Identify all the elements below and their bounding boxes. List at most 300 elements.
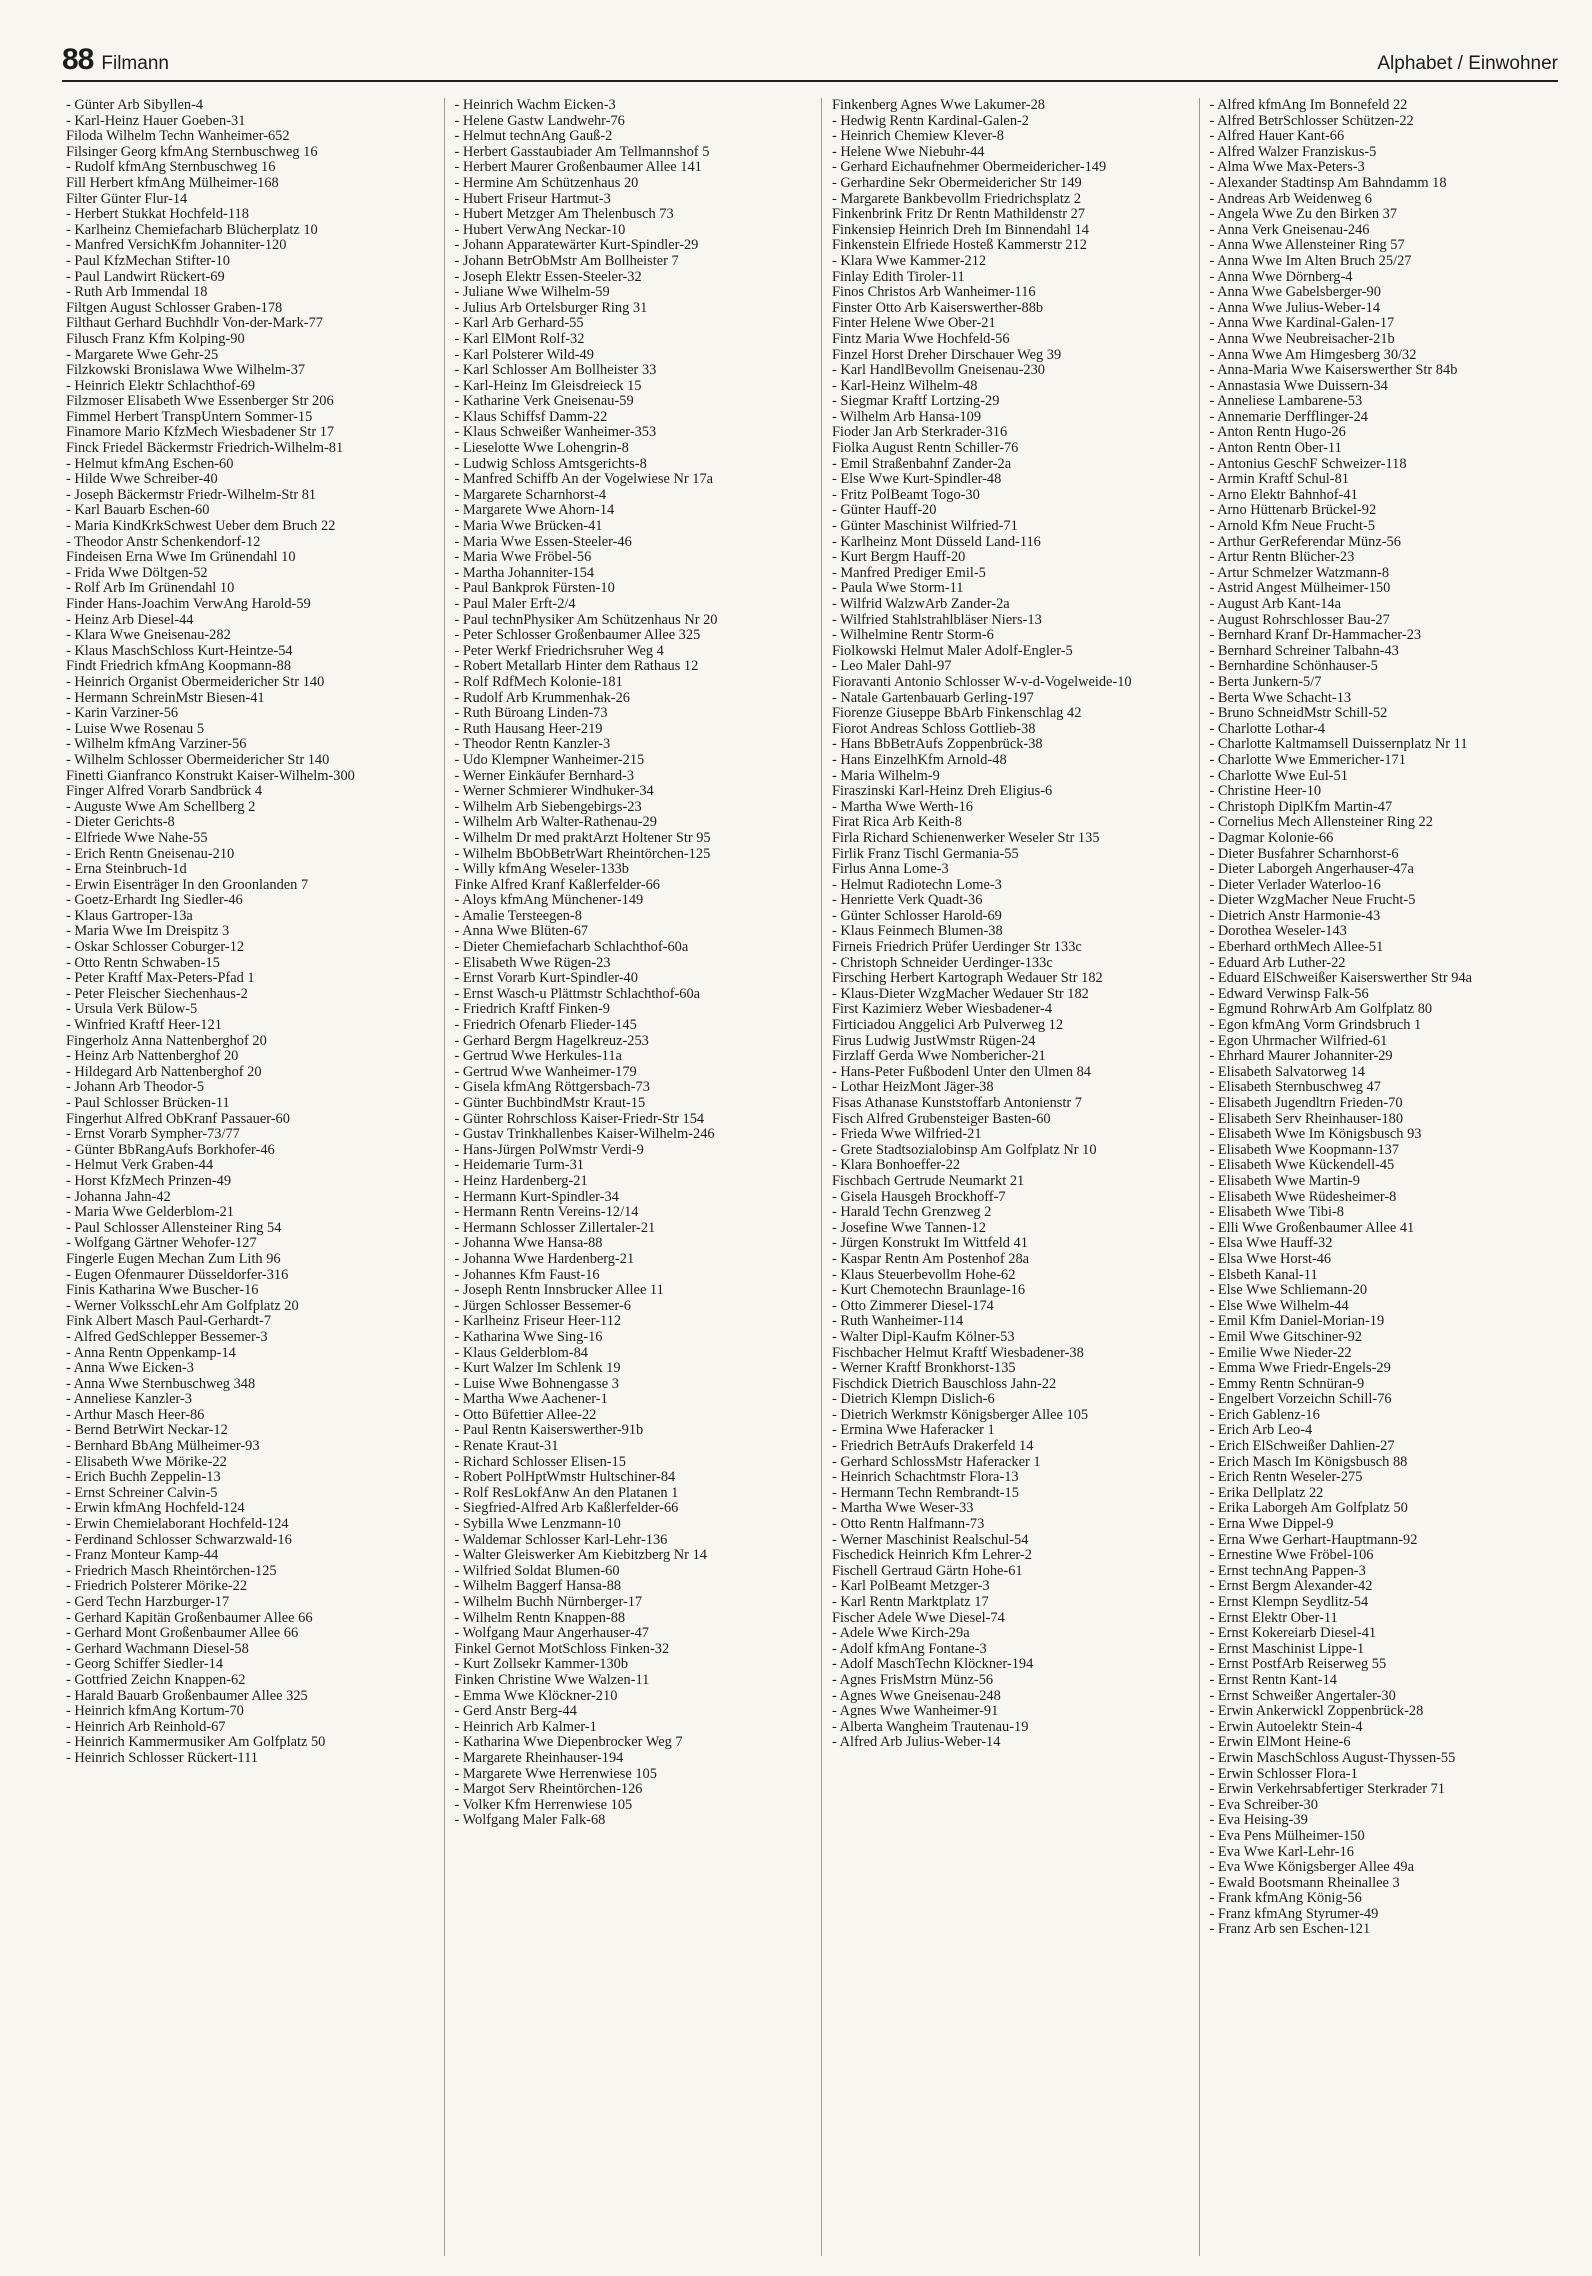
directory-entry: Finger Alfred Vorarb Sandbrück 4 (66, 783, 263, 800)
directory-entry: - Gerhard Eichaufnehmer Obermeidericher-149 (832, 159, 1107, 176)
directory-entry: - Ludwig Schloss Amtsgerichts-8 (454, 455, 647, 472)
directory-entry: Filzmoser Elisabeth Wwe Essenberger Str 206 (66, 393, 334, 410)
directory-entry: - Aloys kfmAng Münchener-149 (454, 892, 644, 909)
directory-entry: - Gerhard Bergm Hagelkreuz-253 (454, 1032, 649, 1049)
directory-entry: - Fritz PolBeamt Togo-30 (832, 486, 980, 503)
directory-entry: - Erika Dellplatz 22 (1209, 1484, 1324, 1501)
directory-entry: - Klaus Gartroper-13a (66, 907, 193, 924)
directory-entry: - Erwin ElMont Heine-6 (1209, 1734, 1351, 1751)
directory-entry: - Friedrich Ofenarb Flieder-145 (454, 1017, 637, 1034)
directory-entry: - Bernhard Kranf Dr-Hammacher-23 (1209, 627, 1422, 644)
directory-entry: - Klaus Schweißer Wanheimer-353 (454, 424, 657, 441)
directory-entry: - Wolfgang Gärtner Wehofer-127 (66, 1235, 257, 1252)
directory-entry: - Agnes Wwe Wanheimer-91 (832, 1703, 999, 1720)
directory-entry: - Erich Masch Im Königsbusch 88 (1209, 1453, 1408, 1470)
directory-entry: - Heinrich Schachtmstr Flora-13 (832, 1469, 1019, 1486)
directory-entry: - Johannes Kfm Faust-16 (454, 1266, 600, 1283)
directory-entry: - Annemarie Derfflinger-24 (1209, 408, 1368, 425)
directory-entry: - Johanna Jahn-42 (66, 1188, 171, 1205)
directory-entry: Findt Friedrich kfmAng Koopmann-88 (66, 658, 292, 675)
directory-entry: - Wilhelm Arb Walter-Rathenau-29 (454, 814, 657, 831)
directory-entry: - Alfred Hauer Kant-66 (1209, 128, 1345, 145)
directory-entry: - Kurt Chemotechn Braunlage-16 (832, 1282, 1026, 1299)
directory-entry: - Peter Werkf Friedrichsruher Weg 4 (454, 642, 664, 659)
directory-entry: - Luise Wwe Rosenau 5 (66, 720, 205, 737)
directory-entry: Fischbach Gertrude Neumarkt 21 (832, 1172, 1025, 1189)
directory-entry: - Dieter WzgMacher Neue Frucht-5 (1209, 892, 1416, 909)
directory-entry: Finke Alfred Kranf Kaßlerfelder-66 (454, 876, 660, 893)
directory-entry: - Maria Wwe Essen-Steeler-46 (454, 533, 632, 550)
directory-entry: - Werner Schmierer Windhuker-34 (454, 783, 654, 800)
directory-entry: - Elisabeth Wwe Mörike-22 (66, 1453, 227, 1470)
directory-entry: - Katharine Verk Gneisenau-59 (454, 393, 634, 410)
directory-entry: - Günter Hauff-20 (832, 502, 937, 519)
directory-entry: - Klaus Feinmech Blumen-38 (832, 923, 1003, 940)
directory-entry: - Peter Schlosser Großenbaumer Allee 325 (454, 627, 701, 644)
directory-entry: - Klara Wwe Kammer-212 (832, 252, 987, 269)
directory-entry: - Heinrich Wachm Eicken-3 (454, 98, 616, 113)
directory-entry: - Ernst Bergm Alexander-42 (1209, 1578, 1373, 1595)
directory-entry: - Luise Wwe Bohnengasse 3 (454, 1375, 619, 1392)
directory-entry: - Erika Laborgeh Am Golfplatz 50 (1209, 1500, 1408, 1517)
directory-entry: - Elisabeth Wwe Rügen-23 (454, 954, 611, 971)
directory-entry: - Udo Klempner Wanheimer-215 (454, 751, 645, 768)
directory-entry: - Wilhelm kfmAng Varziner-56 (66, 736, 247, 753)
directory-entry: Firzlaff Gerda Wwe Nombericher-21 (832, 1048, 1046, 1065)
directory-entry: Finos Christos Arb Wanheimer-116 (832, 284, 1036, 301)
directory-entry: - Elisabeth Serv Rheinhauser-180 (1209, 1110, 1404, 1127)
directory-entry: - Alfred GedSchlepper Bessemer-3 (66, 1328, 268, 1345)
directory-entry: - Erna Steinbruch-1d (66, 861, 187, 878)
directory-entry: - Herbert Maurer Großenbaumer Allee 141 (454, 159, 702, 176)
directory-entry: - Werner Kraftf Bronkhorst-135 (832, 1360, 1016, 1377)
directory-entry: - Charlotte Kaltmamsell Duissernplatz Nr 11 (1209, 736, 1468, 753)
directory-entry: - Wilhelmine Rentr Storm-6 (832, 627, 994, 644)
directory-entry: - Erich Buchh Zeppelin-13 (66, 1469, 221, 1486)
directory-entry: - Günter Rohrschloss Kaiser-Friedr-Str 154 (454, 1110, 705, 1127)
directory-entry: - Walter Dipl-Kaufm Kölner-53 (832, 1328, 1015, 1345)
directory-entry: - Elisabeth Wwe Im Königsbusch 93 (1209, 1126, 1422, 1143)
directory-entry: - Renate Kraut-31 (454, 1438, 559, 1455)
directory-entry: - Kurt Bergm Hauff-20 (832, 549, 966, 566)
directory-entry: Finkel Gernot MotSchloss Finken-32 (454, 1640, 670, 1657)
directory-entry: - Kaspar Rentn Am Postenhof 28a (832, 1250, 1030, 1267)
directory-entry: - Georg Schiffer Siedler-14 (66, 1656, 224, 1673)
directory-entry: - Adele Wwe Kirch-29a (832, 1625, 970, 1642)
directory-entry: - Dietrich Klempn Dislich-6 (832, 1391, 995, 1408)
directory-entry: Fischell Gertraud Gärtn Hohe-61 (832, 1562, 1023, 1579)
directory-entry: - Margot Serv Rheintörchen-126 (454, 1781, 643, 1798)
directory-entry: - Gerhardine Sekr Obermeidericher Str 149 (832, 174, 1082, 191)
directory-entry: - Klaus MaschSchloss Kurt-Heintze-54 (66, 642, 293, 659)
directory-entry: - Erich Arb Leo-4 (1209, 1422, 1313, 1439)
directory-entry: - Anna Wwe Allensteiner Ring 57 (1209, 237, 1405, 254)
running-head: Filmann (101, 53, 169, 74)
directory-entry: - Joseph Rentn Innsbrucker Allee 11 (454, 1282, 664, 1299)
directory-entry: - Hermann Schlosser Zillertaler-21 (454, 1219, 656, 1236)
directory-entry: - Peter Fleischer Siechenhaus-2 (66, 985, 248, 1002)
directory-entry: - Erna Wwe Gerhart-Hauptmann-92 (1209, 1531, 1418, 1548)
directory-entry: - Auguste Wwe Am Schellberg 2 (66, 798, 256, 815)
directory-entry: - Günter Arb Sibyllen-4 (66, 98, 204, 113)
directory-entry: - Anna Wwe Blüten-67 (454, 923, 589, 940)
directory-entry: - Amalie Tersteegen-8 (454, 907, 582, 924)
directory-entry: - Emmy Rentn Schnüran-9 (1209, 1375, 1365, 1392)
directory-entry: - Anna Wwe Julius-Weber-14 (1209, 299, 1381, 316)
directory-entry: - Annastasia Wwe Duissern-34 (1209, 377, 1388, 394)
directory-entry: - Horst KfzMech Prinzen-49 (66, 1172, 232, 1189)
directory-entry: - Anna Wwe Gabelsberger-90 (1209, 284, 1381, 301)
directory-entry: - August Rohrschlosser Bau-27 (1209, 611, 1390, 628)
directory-entry: - Gottfried Zeichn Knappen-62 (66, 1671, 246, 1688)
directory-entry: - Gustav Trinkhallenbes Kaiser-Wilhelm-246 (454, 1126, 715, 1143)
directory-entry: - Anneliese Kanzler-3 (66, 1391, 192, 1408)
directory-entry: - Else Wwe Wilhelm-44 (1209, 1297, 1349, 1314)
directory-entry: - Karl-Heinz Hauer Goeben-31 (66, 112, 246, 129)
directory-entry: - Richard Schlosser Elisen-15 (454, 1453, 626, 1470)
directory-entry: - Paul Landwirt Rückert-69 (66, 268, 225, 285)
directory-entry: Finamore Mario KfzMech Wiesbadener Str 17 (66, 424, 335, 441)
directory-entry: - Karl HandlBevollm Gneisenau-230 (832, 362, 1046, 379)
directory-entry: Filter Günter Flur-14 (66, 190, 188, 207)
directory-entry: - Heinrich Kammermusiker Am Golfplatz 50 (66, 1734, 326, 1751)
directory-entry: - Dagmar Kolonie-66 (1209, 829, 1334, 846)
directory-entry: - Grete Stadtsozialobinsp Am Golfplatz Nr 10 (832, 1141, 1097, 1158)
directory-entry: - Jürgen Schlosser Bessemer-6 (454, 1297, 631, 1314)
directory-entry: Filoda Wilhelm Techn Wanheimer-652 (66, 128, 290, 145)
directory-entry: - Alfred kfmAng Im Bonnefeld 22 (1209, 98, 1408, 113)
directory-entry: - Paul Maler Erft-2/4 (454, 596, 576, 612)
directory-entry: - Otto Zimmerer Diesel-174 (832, 1297, 994, 1314)
directory-entry: - Hubert VerwAng Neckar-10 (454, 221, 626, 238)
directory-entry: Fill Herbert kfmAng Mülheimer-168 (66, 174, 279, 191)
directory-entry: - Emil Wwe Gitschiner-92 (1209, 1328, 1363, 1345)
directory-entry: - Charlotte Wwe Eul-51 (1209, 767, 1348, 784)
directory-entry: First Kazimierz Weber Wiesbadener-4 (832, 1001, 1053, 1018)
directory-entry: - Karlheinz Friseur Heer-112 (454, 1313, 622, 1330)
directory-entry: - Heinrich Arb Kalmer-1 (454, 1718, 597, 1735)
directory-entry: - Günter Schlosser Harold-69 (832, 907, 1002, 924)
directory-entry: - Adolf kfmAng Fontane-3 (832, 1640, 987, 1657)
directory-entry: Finkenbrink Fritz Dr Rentn Mathildenstr 27 (832, 206, 1086, 223)
directory-entry: - Anna Wwe Neubreisacher-21b (1209, 330, 1395, 347)
directory-entry: - Hilde Wwe Schreiber-40 (66, 471, 218, 488)
directory-entry: - Arthur Masch Heer-86 (66, 1406, 205, 1423)
directory-entry: - Herbert Stukkat Hochfeld-118 (66, 206, 249, 223)
directory-entry: - Rolf RdfMech Kolonie-181 (454, 673, 623, 690)
directory-entry: - Christoph DiplKfm Martin-47 (1209, 798, 1393, 815)
directory-entry: - Christine Heer-10 (1209, 783, 1322, 800)
directory-entry: - Heinrich Elektr Schlachthof-69 (66, 377, 256, 394)
directory-entry: - Wilhelm Arb Hansa-109 (832, 408, 982, 425)
directory-entry: - Kurt Walzer Im Schlenk 19 (454, 1360, 621, 1377)
directory-entry: - Eduard Arb Luther-22 (1209, 954, 1346, 971)
directory-entry: Finck Friedel Bäckermstr Friedrich-Wilhelm-81 (66, 440, 344, 457)
directory-entry: - Julius Arb Ortelsburger Ring 31 (454, 299, 648, 316)
directory-entry: - Klara Bonhoeffer-22 (832, 1157, 961, 1174)
directory-entry: - Ursula Verk Bülow-5 (66, 1001, 198, 1018)
directory-entry: - Hans-Jürgen PolWmstr Verdi-9 (454, 1141, 644, 1158)
directory-entry: - Dieter Gerichts-8 (66, 814, 175, 831)
directory-entry: Filtgen August Schlosser Graben-178 (66, 299, 283, 316)
directory-entry: - Charlotte Wwe Emmericher-171 (1209, 751, 1406, 768)
directory-entry: Fisas Athanase Kunststoffarb Antonienstr 7 (832, 1095, 1082, 1111)
directory-entry: Fiorenze Giuseppe BbArb Finkenschlag 42 (832, 705, 1082, 722)
column-3 (821, 98, 1181, 2256)
directory-entry: - Arno Hüttenarb Brückel-92 (1209, 502, 1377, 519)
directory-entry: - Ernst Schreiner Calvin-5 (66, 1484, 218, 1501)
directory-entry: - Friedrich BetrAufs Drakerfeld 14 (832, 1438, 1034, 1455)
directory-entry: - Erwin Ankerwickl Zoppenbrück-28 (1209, 1703, 1424, 1720)
directory-entry: - Wilhelm Schlosser Obermeidericher Str 140 (66, 751, 330, 768)
directory-entry: - Otto Rentn Schwaben-15 (66, 954, 220, 971)
directory-entry: - Heidemarie Turm-31 (454, 1157, 584, 1174)
directory-entry: - Günter BbRangAufs Borkhofer-46 (66, 1141, 275, 1158)
directory-entry: - Günter BuchbindMstr Kraut-15 (454, 1095, 646, 1111)
directory-entry: - Gerhard Kapitän Großenbaumer Allee 66 (66, 1609, 313, 1626)
directory-entry: - Johann Apparatewärter Kurt-Spindler-29 (454, 237, 699, 254)
directory-entry: - Friedrich Masch Rheintörchen-125 (66, 1562, 277, 1579)
directory-entry: - Helmut technAng Gauß-2 (454, 128, 613, 145)
directory-entry: - Karlheinz Chemiefacharb Blücherplatz 10 (66, 221, 318, 238)
directory-entry: - Gerhard Wachmann Diesel-58 (66, 1640, 249, 1657)
directory-entry: - Karl Schlosser Am Bollheister 33 (454, 362, 657, 379)
directory-entry: - Alfred Walzer Franziskus-5 (1209, 143, 1377, 160)
directory-entry: - Margarete Wwe Herrenwiese 105 (454, 1765, 657, 1782)
directory-entry: - Hubert Friseur Hartmut-3 (454, 190, 611, 207)
directory-entry: - Erwin kfmAng Hochfeld-124 (66, 1500, 245, 1517)
directory-entry: Finetti Gianfranco Konstrukt Kaiser-Wilhelm-300 (66, 767, 355, 784)
directory-entry: - Ernst Maschinist Lippe-1 (1209, 1640, 1365, 1657)
directory-entry: - Astrid Angest Mülheimer-150 (1209, 580, 1391, 597)
directory-entry: - Rudolf kfmAng Sternbuschweg 16 (66, 159, 276, 176)
directory-entry: - Charlotte Lothar-4 (1209, 720, 1326, 737)
directory-entry: - Rolf Arb Im Grünendahl 10 (66, 580, 235, 597)
directory-entry: - Hermann SchreinMstr Biesen-41 (66, 689, 265, 706)
directory-entry: - Lothar HeizMont Jäger-38 (832, 1079, 994, 1096)
directory-entry: - Volker Kfm Herrenwiese 105 (454, 1796, 633, 1813)
directory-entry: - Sybilla Wwe Lenzmann-10 (454, 1516, 621, 1533)
directory-entry: - Margarete Wwe Ahorn-14 (454, 502, 615, 519)
directory-entry: - Harald Bauarb Großenbaumer Allee 325 (66, 1687, 308, 1704)
directory-entry: - Artur Schmelzer Watzmann-8 (1209, 564, 1390, 581)
directory-entry: - Helmut Radiotechn Lome-3 (832, 876, 1002, 893)
directory-entry: - Agnes FrisMstrn Münz-56 (832, 1671, 994, 1688)
directory-entry: - Franz Arb sen Eschen-121 (1209, 1921, 1371, 1938)
directory-entry: - Anna-Maria Wwe Kaiserswerther Str 84b (1209, 362, 1458, 379)
directory-entry: - Robert Metallarb Hinter dem Rathaus 12 (454, 658, 699, 675)
directory-entry: - Otto Rentn Halfmann-73 (832, 1516, 985, 1533)
directory-entry: - Elli Wwe Großenbaumer Allee 41 (1209, 1219, 1415, 1236)
directory-entry: - Elsbeth Kanal-11 (1209, 1266, 1318, 1283)
directory-entry: Firneis Friedrich Prüfer Uerdinger Str 133c (832, 939, 1082, 956)
directory-entry: - Wilhelm Dr med praktArzt Holtener Str 95 (454, 829, 711, 846)
directory-entry: - Johann BetrObMstr Am Bollheister 7 (454, 252, 679, 269)
directory-entry: - Eduard ElSchweißer Kaiserswerther Str 94a (1209, 970, 1473, 987)
directory-entry: - Wilfried Stahlstrahlbläser Niers-13 (832, 611, 1042, 628)
column-4 (1199, 98, 1559, 2256)
directory-entry: - Ruth Büroang Linden-73 (454, 705, 608, 722)
directory-entry: Fimmel Herbert TranspUntern Sommer-15 (66, 408, 313, 425)
directory-entry: - Dietrich Werkmstr Königsberger Allee 105 (832, 1406, 1089, 1423)
directory-entry: Fiorot Andreas Schloss Gottlieb-38 (832, 720, 1036, 737)
directory-entry: - Eugen Ofenmaurer Düsseldorfer-316 (66, 1266, 289, 1283)
directory-entry: - Peter Kraftf Max-Peters-Pfad 1 (66, 970, 255, 987)
directory-entry: - Kurt Zollsekr Kammer-130b (454, 1656, 629, 1673)
directory-entry: - Ernst PostfArb Reiserweg 55 (1209, 1656, 1387, 1673)
directory-entry: - Karin Varziner-56 (66, 705, 179, 722)
directory-entry: Finter Helene Wwe Ober-21 (832, 315, 996, 332)
directory-entry: Fioravanti Antonio Schlosser W-v-d-Vogelweide-10 (832, 673, 1132, 690)
directory-entry: - Franz kfmAng Styrumer-49 (1209, 1905, 1379, 1922)
directory-entry: Fischbacher Helmut Kraftf Wiesbadener-38 (832, 1344, 1084, 1361)
directory-entry: - Egon kfmAng Vorm Grindsbruch 1 (1209, 1017, 1422, 1034)
directory-entry: - Klaus Gelderblom-84 (454, 1344, 588, 1361)
directory-entry: - Siegmar Kraftf Lortzing-29 (832, 393, 1000, 410)
directory-entry: - Elsa Wwe Horst-46 (1209, 1250, 1332, 1267)
directory-entry: - Erwin Eisenträger In den Groonlanden 7 (66, 876, 309, 893)
directory-entry: Finlay Edith Tiroler-11 (832, 268, 965, 285)
directory-entry: - Erna Wwe Dippel-9 (1209, 1516, 1334, 1533)
directory-entry: Fischdick Dietrich Bauschloss Jahn-22 (832, 1375, 1057, 1392)
directory-entry: - Ruth Wanheimer-114 (832, 1313, 964, 1330)
directory-entry: - Angela Wwe Zu den Birken 37 (1209, 206, 1398, 223)
directory-entry: - Gertrud Wwe Herkules-11a (454, 1048, 622, 1065)
page-number: 88 (62, 43, 94, 76)
column-1 (66, 98, 426, 2256)
directory-entry: - Anna Wwe Dörnberg-4 (1209, 268, 1353, 285)
directory-entry: - Paula Wwe Storm-11 (832, 580, 964, 597)
directory-entry: Finster Otto Arb Kaiserswerther-88b (832, 299, 1044, 316)
directory-entry: - Maria Wilhelm-9 (832, 767, 940, 784)
directory-entry: - Berta Wwe Schacht-13 (1209, 689, 1352, 706)
directory-entry: - Erwin Chemielaborant Hochfeld-124 (66, 1516, 289, 1533)
directory-entry: - Hans EinzelhKfm Arnold-48 (832, 751, 1007, 768)
directory-entry: - Helene Wwe Niebuhr-44 (832, 143, 985, 160)
directory-entry: - Walter Gleiswerker Am Kiebitzberg Nr 14 (454, 1547, 707, 1564)
directory-entry: - Heinz Arb Diesel-44 (66, 611, 194, 628)
directory-entry: Fiolka August Rentn Schiller-76 (832, 440, 1019, 457)
header-left (62, 43, 169, 80)
directory-entry: - Eva Wwe Königsberger Allee 49a (1209, 1859, 1414, 1876)
directory-entry: - Anneliese Lambarene-53 (1209, 393, 1363, 410)
directory-entry: - Johanna Wwe Hansa-88 (454, 1235, 603, 1252)
directory-entry: - Egmund RohrwArb Am Golfplatz 80 (1209, 1001, 1433, 1018)
directory-entry: - Elisabeth Wwe Tibi-8 (1209, 1204, 1344, 1221)
directory-entry: - Erwin Verkehrsabfertiger Sterkrader 71 (1209, 1781, 1445, 1798)
directory-entry: Finder Hans-Joachim VerwAng Harold-59 (66, 596, 311, 612)
directory-entry: - Friedrich Polsterer Mörike-22 (66, 1578, 248, 1595)
directory-entry: - Hermann Kurt-Spindler-34 (454, 1188, 619, 1205)
directory-entry: - Christoph Schneider Uerdinger-133c (832, 954, 1053, 971)
directory-entry: - Ernst Klempn Seydlitz-54 (1209, 1594, 1369, 1610)
directory-entry: - Anna Rentn Oppenkamp-14 (66, 1344, 236, 1361)
directory-entry: - Hans-Peter Fußbodenl Unter den Ulmen 84 (832, 1063, 1091, 1080)
directory-entry: - Gerd Techn Harzburger-17 (66, 1594, 230, 1610)
directory-entry: - Elisabeth Wwe Martin-9 (1209, 1172, 1360, 1189)
directory-entry: Fintz Maria Wwe Hochfeld-56 (832, 330, 1010, 347)
directory-entry: - Ernst Elektr Ober-11 (1209, 1609, 1338, 1626)
directory-entry: - Paul Rentn Kaiserswerther-91b (454, 1422, 644, 1439)
directory-entry: - Rolf ResLokfAnw An den Platanen 1 (454, 1484, 679, 1501)
directory-entry: - Eva Heising-39 (1209, 1812, 1308, 1829)
directory-entry: Finzel Horst Dreher Dirschauer Weg 39 (832, 346, 1062, 363)
directory-entry: - Ernst Vorarb Sympher-73/77 (66, 1126, 240, 1143)
directory-entry: - Heinz Arb Nattenberghof 20 (66, 1048, 239, 1065)
directory-entry: - Elfriede Wwe Nahe-55 (66, 829, 208, 846)
directory-entry: - Emma Wwe Friedr-Engels-29 (1209, 1360, 1391, 1377)
directory-entry: - Erwin Autoelektr Stein-4 (1209, 1718, 1363, 1735)
directory-entry: - Martha Wwe Weser-33 (832, 1500, 974, 1517)
directory-entry: - Elsa Wwe Hauff-32 (1209, 1235, 1333, 1252)
directory-entry: - Theodor Anstr Schenkendorf-12 (66, 533, 261, 550)
directory-entry: - Heinrich Arb Reinhold-67 (66, 1718, 226, 1735)
directory-entry: - Anna Wwe Eicken-3 (66, 1360, 195, 1377)
directory-entry: - Anna Wwe Kardinal-Galen-17 (1209, 315, 1395, 332)
directory-entry: - Ermina Wwe Haferacker 1 (832, 1422, 995, 1439)
page-header (62, 38, 1558, 82)
directory-entry: - Elisabeth Sternbuschweg 47 (1209, 1079, 1381, 1096)
directory-entry: - Winfried Kraftf Heer-121 (66, 1017, 222, 1034)
directory-entry: - Martha Wwe Aachener-1 (454, 1391, 608, 1408)
directory-entry: - Armin Kraftf Schul-81 (1209, 471, 1349, 488)
directory-entry: - Paul technPhysiker Am Schützenhaus Nr 20 (454, 611, 718, 628)
directory-entry: - Wilhelm Buchh Nürnberger-17 (454, 1594, 643, 1610)
directory-entry: - Ernst technAng Pappen-3 (1209, 1562, 1366, 1579)
directory-entry: - Gerhard Mont Großenbaumer Allee 66 (66, 1625, 299, 1642)
directory-entry: - Martha Wwe Werth-16 (832, 798, 973, 815)
section-title: Alphabet / Einwohner (1377, 53, 1558, 74)
directory-entry: - Maria Wwe Im Dreispitz 3 (66, 923, 230, 940)
directory-entry: - Bernhard Schreiner Talbahn-43 (1209, 642, 1399, 659)
directory-entry: - Karl Arb Gerhard-55 (454, 315, 584, 332)
directory-entry: - Elisabeth Wwe Koopmann-137 (1209, 1141, 1400, 1158)
directory-entry: - Adolf MaschTechn Klöckner-194 (832, 1656, 1034, 1673)
directory-entry: - Arno Elektr Bahnhof-41 (1209, 486, 1358, 503)
directory-entry: - Erich Gablenz-16 (1209, 1406, 1320, 1423)
directory-entry: - Hermine Am Schützenhaus 20 (454, 174, 639, 191)
directory-entry: - Heinrich Organist Obermeidericher Str 140 (66, 673, 325, 690)
directory-entry: - Otto Büfettier Allee-22 (454, 1406, 597, 1423)
directory-entry: - Paul Schlosser Allensteiner Ring 54 (66, 1219, 282, 1236)
directory-entry: - Wilhelm Rentn Knappen-88 (454, 1609, 626, 1626)
directory-entry: - Ruth Hausang Heer-219 (454, 720, 603, 737)
directory-entry: - Emilie Wwe Nieder-22 (1209, 1344, 1352, 1361)
directory-entry: - Goetz-Erhardt Ing Siedler-46 (66, 892, 243, 909)
directory-entry: Firsching Herbert Kartograph Wedauer Str 182 (832, 970, 1103, 987)
directory-entry: - Else Wwe Schliemann-20 (1209, 1282, 1368, 1299)
directory-entry: - Hans BbBetrAufs Zoppenbrück-38 (832, 736, 1043, 753)
directory-entry: - Jürgen Konstrukt Im Wittfeld 41 (832, 1235, 1028, 1252)
directory-entry: - Karl ElMont Rolf-32 (454, 330, 585, 347)
directory-entry: - Elisabeth Salvatorweg 14 (1209, 1063, 1365, 1080)
directory-entry: Finken Christine Wwe Walzen-11 (454, 1671, 650, 1688)
directory-entry: - Hubert Metzger Am Thelenbusch 73 (454, 206, 674, 223)
directory-entry: Firla Richard Schienenwerker Weseler Str 135 (832, 829, 1100, 846)
directory-entry: - Harald Techn Grenzweg 2 (832, 1204, 992, 1221)
directory-entry: Filusch Franz Kfm Kolping-90 (66, 330, 245, 347)
directory-entry: - Maria Wwe Gelderblom-21 (66, 1204, 234, 1221)
directory-entry: - Manfred VersichKfm Johanniter-120 (66, 237, 287, 254)
directory-entry: - Erich Rentn Weseler-275 (1209, 1469, 1363, 1486)
directory-entry: - Hedwig Rentn Kardinal-Galen-2 (832, 112, 1030, 129)
directory-entry: Firus Ludwig JustWmstr Rügen-24 (832, 1032, 1036, 1049)
directory-entry: - Ernst Rentn Kant-14 (1209, 1671, 1337, 1688)
directory-entry: - Eberhard orthMech Allee-51 (1209, 939, 1384, 956)
directory-entry: - Alma Wwe Max-Peters-3 (1209, 159, 1365, 176)
directory-entry: - Ehrhard Maurer Johanniter-29 (1209, 1048, 1393, 1065)
directory-entry: - Paul Schlosser Brücken-11 (66, 1095, 230, 1111)
